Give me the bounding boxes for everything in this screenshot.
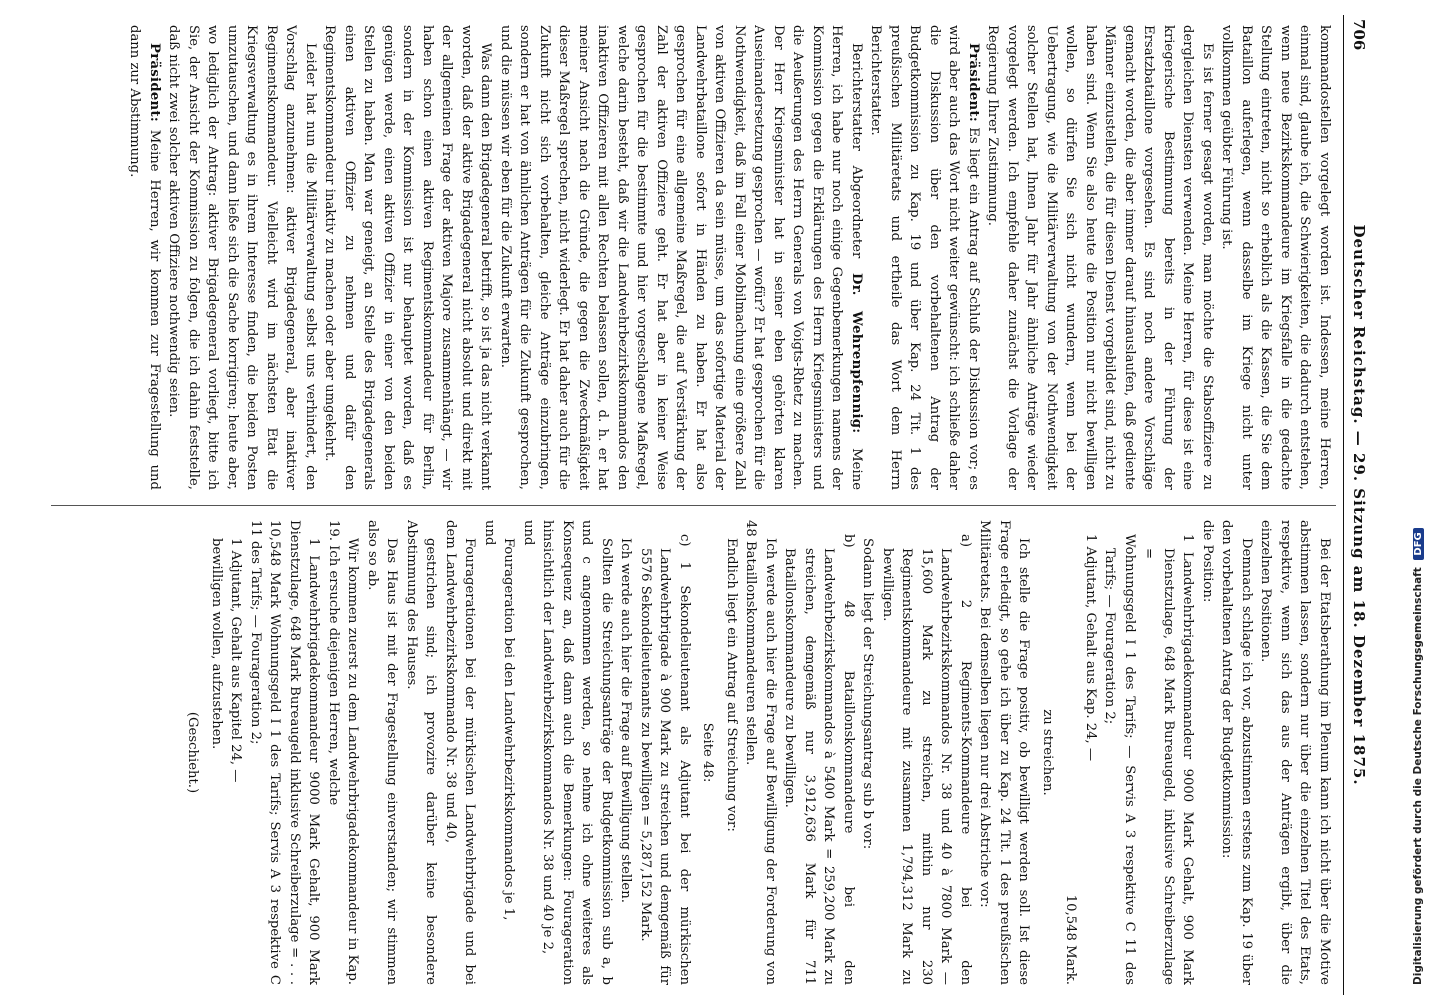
paragraph: Sollten die Streichungsanträge der Budgetkommission sub a, b und c angenommen werden, so nehme ich ohne weiteres als Konsequenz an, daß dann auch die Bemerkungen: Fourageration hinsichtlich der Landwehrbezirkskommandos Nr. 38 und 40 je 2, <box>540 520 614 985</box>
paragraph: Fourageration bei den Landwehrbezirkskommandos je 1, <box>501 538 517 921</box>
paragraph: Was dann den Brigadegeneral betrifft, so ist ja das nicht verkannt worden, daß der aktive Brigadegeneral nicht absolut und direkt mit der allgemeinen Frage der aktiven Majore zusammenhängt, — wir haben schon einen aktiven Regimentskommandeur für Berlin, sondern in der Kommission ist nur behauptet worden, daß es genügen werde, einen aktiven Offizier in einer von den beiden Stellen zu haben. Man war geneigt, an Stelle des Brigadegenerals einen aktiven Offizier zu nehmen und dafür den Regimentskommandeur inaktiv zu machen oder aber umgekehrt. <box>322 25 494 490</box>
paragraph: Endlich liegt ein Antrag auf Streichung vor: <box>724 538 739 832</box>
speaker-name: Präsident: <box>147 43 162 123</box>
paragraph: Es ist ferner gesagt worden, man möchte die Stabsoffiziere zu dergleichen Diensten verwenden. Meine Herren, für diese ist eine kriegerische Bestimmung bereits in der Führung der Ersatzbataillone vorgesehen. Es sind noch andere Vorschläge gemacht worden, die aber immer darauf hinauslaufen, daß gediente Männer einzustellen, die für diesen Dienst vorgebildet sind, nicht zu haben sind. Wenn Sie also heute die Position nur nicht bewilligen wollen, so dürfen Sie sich nicht wundern, wenn bei der Uebertragung, wie die Militärverwaltung von der Nothwendigkeit solcher Stellen hat, Ihnen Jahr für Jahr ähnliche Anträge wieder vorgelegt werden. Ich empfehle daher zunächst die Vorlage der Regierung Ihrer Zustimmung. <box>985 25 1215 490</box>
paragraph: die Position: <box>1200 520 1215 603</box>
page-header <box>1343 15 1370 995</box>
page-title: Deutscher Reichstag. — 29. Sitzung am 18. Dezember 1875. <box>1350 224 1368 786</box>
paragraph: Berichterstatter Abgeordneter Dr. Wehrenpfennig: Meine Herren, ich habe nur noch einige Gegenbemerkungen namens der Kommission gegen die Erklärungen des Herrn Kriegsministers und die Aeußerungen des Herrn Generals von Voigts-Rhetz zu machen. Der Herr Kriegsminister hat in seiner eben gehörten klaren Auseinandersetzung gesprochen — wofür? Er hat gesprochen für die Nothwendigkeit, daß im Fall einer Mobilmachung eine größere Zahl von aktiven Offizieren da sein müsse, um das sofortige Material der Landwehrbataillone sofort in Händen zu haben. Er hat also gesprochen für eine allgemeine Maßregel, die auf Verstärkung der Zahl der aktiven Offiziere geht. Er hat aber in keiner Weise gesprochen für die bestimmte und hier vorgeschlagene Maßregel, welche darin besteht, daß wir die Landwehrbezirkskommandos den inaktiven Offizieren mit allen Rechten belassen sollen, d. h. er hat meiner Ansicht nach die Gründe, die gegen die Zweckmäßigkeit dieser Maßregel sprechen, nicht widerlegt. Er hat daher auch für die Zukunft nicht sich vorbehalten, gleiche Anträge einzubringen, sondern er hat von ähnlichen Anträgen für die Zukunft gesprochen, und die müssen wir eben für die Zukunft erwarten. <box>498 25 864 490</box>
speaker-name: Präsident: <box>966 43 981 123</box>
rotated-page <box>40 15 1370 995</box>
left-column <box>54 25 1334 490</box>
column-divider <box>51 505 1336 506</box>
paragraph: Wir kommen zuerst zu dem Landwehrbrigadekommandeur in Kap. 19. Ich ersuche diejenigen Herren, welche <box>326 520 361 985</box>
page-number: 706 <box>1350 19 1368 51</box>
digitization-note <box>1412 25 1424 985</box>
paragraph: Fouragerationen bei der mürkischen Landwehrbrigade und bei dem Landwehrbezirkskommando Nr. 38 und 40, <box>443 520 478 985</box>
paragraph: bewilligen wollen, aufzustehen. <box>209 538 224 750</box>
paragraph: Das Haus ist mit der Fragestellung einverstanden; wir stimmen also so ab. <box>365 520 400 985</box>
paragraph: b) 48 Bataillonskommandeure bei den Landwehrbezirkskommandos à 5400 Mark = 259,200 Mark zu streichen, demgemäß nur 3,912,636 Mark für 711 Bataillonskommandeure zu bewilligen. <box>782 534 856 985</box>
paragraph: Bei der Etatsberathung im Plenum kann ich nicht über die Motive abstimmen lassen, sondern nur über die einzelnen Titel des Etats, respektive, wenn sich das aus der Anträgen ergibt, über die einzelnen Positionen. <box>1258 520 1332 985</box>
paragraph: 10,548 Mark. <box>1063 894 1079 985</box>
paragraph: Präsident: Meine Herren, wir kommen zur Fragestellung und dann zur Abstimmung. <box>127 25 162 490</box>
paragraph: und <box>521 520 536 546</box>
paragraph: zu streichen. <box>1040 709 1055 796</box>
paragraph: Leider hat nun die Militärverwaltung selbst uns verhindert, den Vorschlag anzunehmen: aktiver Brigadegeneral, aber inaktiver Regimentskommandeur. Vielleicht wird im nächsten Etat die Kriegsverwaltung es in ihrem Interesse finden, die beiden Posten umzutauschen, und dann ließe sich die Sache korrigiren; heute aber, wo lediglich der Antrag: aktiver Brigadegeneral vorliegt, bitte ich Sie, der Ansicht der Kommission zu folgen, die ich dahin feststelle, daß nicht zwei solcher aktiven Offiziere nothwendig seien. <box>166 25 318 490</box>
digitization-text: Digitalisierung gefördert durch die Deutsche Forschungsgemeinschaft <box>1412 567 1424 985</box>
dfg-logo: DFG <box>1413 528 1424 559</box>
speaker-name: Dr. Wehrenpfennig: <box>849 272 864 434</box>
paragraph: Seite 48: <box>700 722 716 783</box>
paragraph: a) 2 Regiments-Kommandeure bei den Landwehrbezirkskommandos Nr. 38 und 40 à 7800 Mark — 15,600 Mark zu streichen, mithin nur 230 Regimentskommandeure mit zusammen 1,794,312 Mark zu bewilligen. <box>880 534 973 985</box>
paragraph: gestrichen sind; ich provozire darüber keine besondere Abstimmung des Hauses. <box>404 520 439 985</box>
paragraph: c) 1 Sekondelieutenant als Adjutant bei der mürkischen Landwehrbrigade à 900 Mark zu streichen und demgemäß für 5576 Sekondelieutenants zu bewilligen = 5,287,152 Mark. <box>638 534 692 985</box>
paragraph: kommandostellen vorgelegt worden ist. Indessen, meine Herren, einmal sind, glaube ich, die Schwierigkeiten, die dadurch entstehen, wenn neue Bezirkskommandeure im Kriegsfalle in die gedachte Stellung eintreten, nicht so erheblich als die Kassen, die Sie dem Bataillon auferlegen, wenn dasselbe im Kriege nicht unter vollkommen geübter Führung ist. <box>1219 25 1332 490</box>
paragraph: 1 Landwehrbrigadekommandeur 9000 Mark Gehalt, 900 Mark Dienstzulage, 648 Mark Bureaugeld, inklusive Schreiberzulage = <box>1141 534 1196 985</box>
paragraph: 1 Landwehrbrigadekommandeur 9000 Mark Gehalt, 900 Mark Dienstzulage, 648 Mark Bureaugeld inklusive Schreiberzulage = . . . 10,548 Mark Wohnungsgeld I 1 des Tarifs; Servis A 3 respektive C 11 des Tarifs; — Fourageration 2; <box>248 520 322 985</box>
paragraph: Sodann liegt der Streichungsantrag sub b vor: <box>860 538 876 850</box>
paragraph: 1 Adjutant, Gehalt aus Kapitel 24, — <box>228 538 244 783</box>
paragraph: Ich werde auch hier die Frage auf Bewilligung der Forderung von 48 Bataillonskommandeuren stellen. <box>743 520 778 985</box>
paragraph: Präsident: Es liegt ein Antrag auf Schluß der Diskussion vor; es wird aber auch das Wort nicht weiter gewünscht: ich schließe daher die Diskussion über den vorbehaltenen Antrag der Budgetkommission zu Kap. 19 und über Kap. 24 Tit. 1 des preußischen Militäretats und ertheile das Wort dem Herrn Berichterstatter. <box>868 25 981 490</box>
right-column <box>54 520 1334 985</box>
paragraph: Wohnungsgeld I 1 des Tarifs; — Servis A 3 respektive C 11 des Tarifs; — Fourageration 2; <box>1102 534 1137 985</box>
paragraph: (Geschieht.) <box>185 711 201 794</box>
paragraph: Ich werde auch hier die Frage auf Bewilligung stellen. <box>618 538 634 903</box>
paragraph: 1 Adjutant, Gehalt aus Kap. 24, — <box>1083 534 1098 762</box>
paragraph: und <box>482 520 497 546</box>
paragraph: Demnach schlage ich vor, abzustimmen erstens zum Kap. 19 über den vorbehaltenen Antrag der Budgetkommission: <box>1219 520 1254 985</box>
paragraph: Ich stelle die Frage positiv, ob bewilligt werden soll. Ist diese Frage erledigt, so gehe ich über zu Kap. 24 Tit. 1 des preußischen Militäretats. Bei demselben liegen nur drei Abstriche vor: <box>977 520 1032 985</box>
